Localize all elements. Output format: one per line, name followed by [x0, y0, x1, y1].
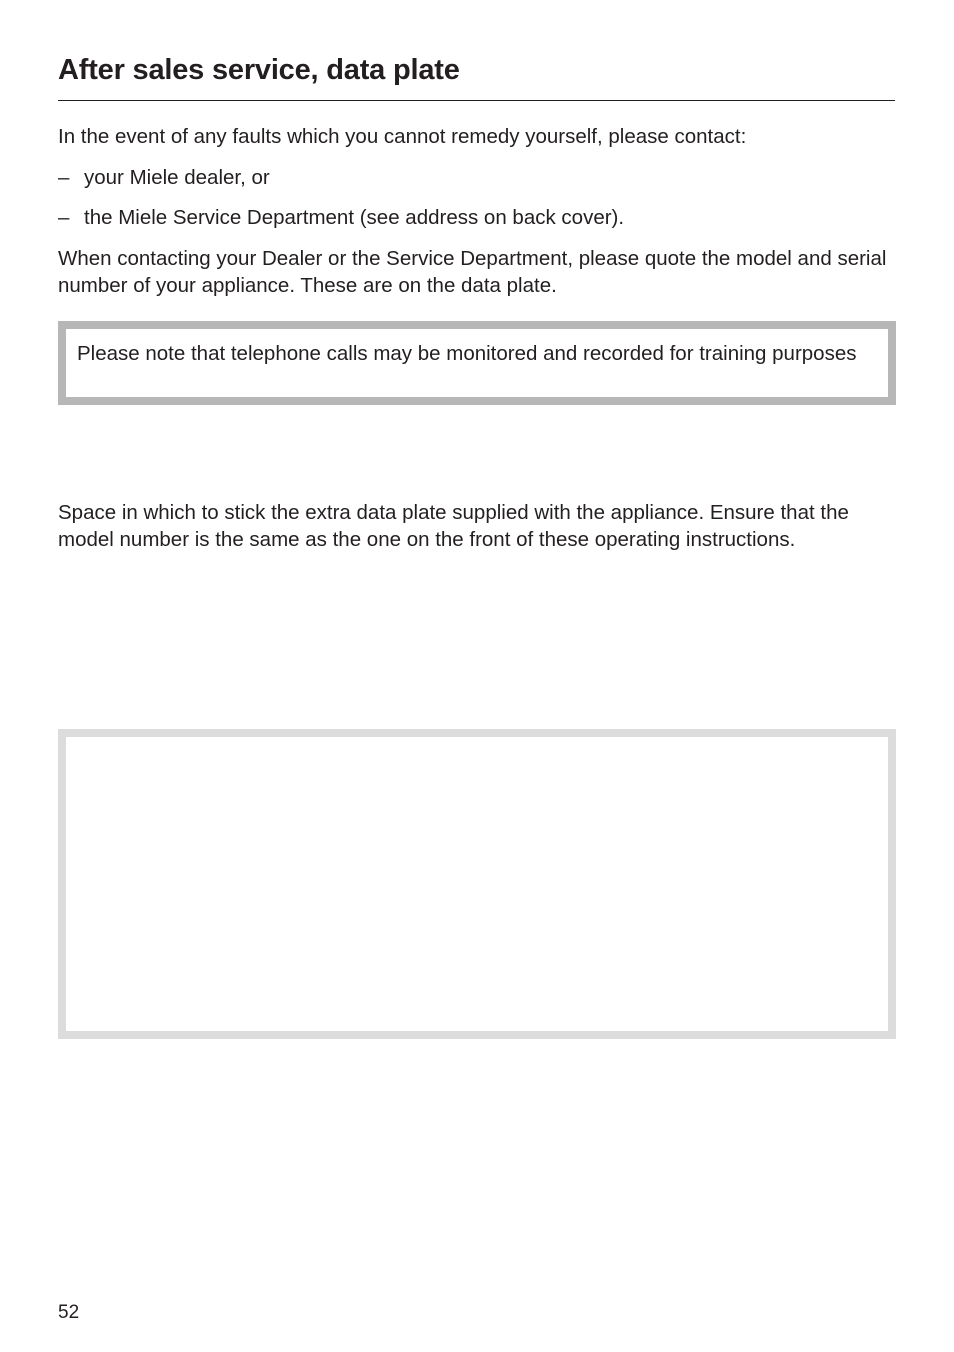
list-item	[58, 164, 270, 191]
page-title: After sales service, data plate	[58, 54, 460, 86]
title-divider	[58, 100, 895, 101]
list-item	[58, 204, 624, 231]
list-item-text: your Miele dealer, or	[84, 166, 270, 189]
data-plate-space	[58, 729, 896, 1039]
note-text: Please note that telephone calls may be monitored and recorded for training purposes	[77, 342, 857, 365]
list-item-text: the Miele Service Department (see address on back cover).	[84, 206, 625, 229]
dash-marker: –	[58, 206, 70, 229]
intro-paragraph: In the event of any faults which you cannot remedy yourself, please contact:	[58, 125, 747, 148]
data-plate-instructions: Space in which to stick the extra data plate supplied with the appliance. Ensure that the model number is the same as the one on the front of these operating instructions.	[58, 501, 849, 551]
dash-marker: –	[58, 166, 70, 189]
contact-paragraph: When contacting your Dealer or the Service Department, please quote the model and serial number of your appliance. These are on the data plate.	[58, 247, 887, 297]
page-number: 52	[58, 1302, 80, 1323]
note-box	[58, 321, 896, 405]
